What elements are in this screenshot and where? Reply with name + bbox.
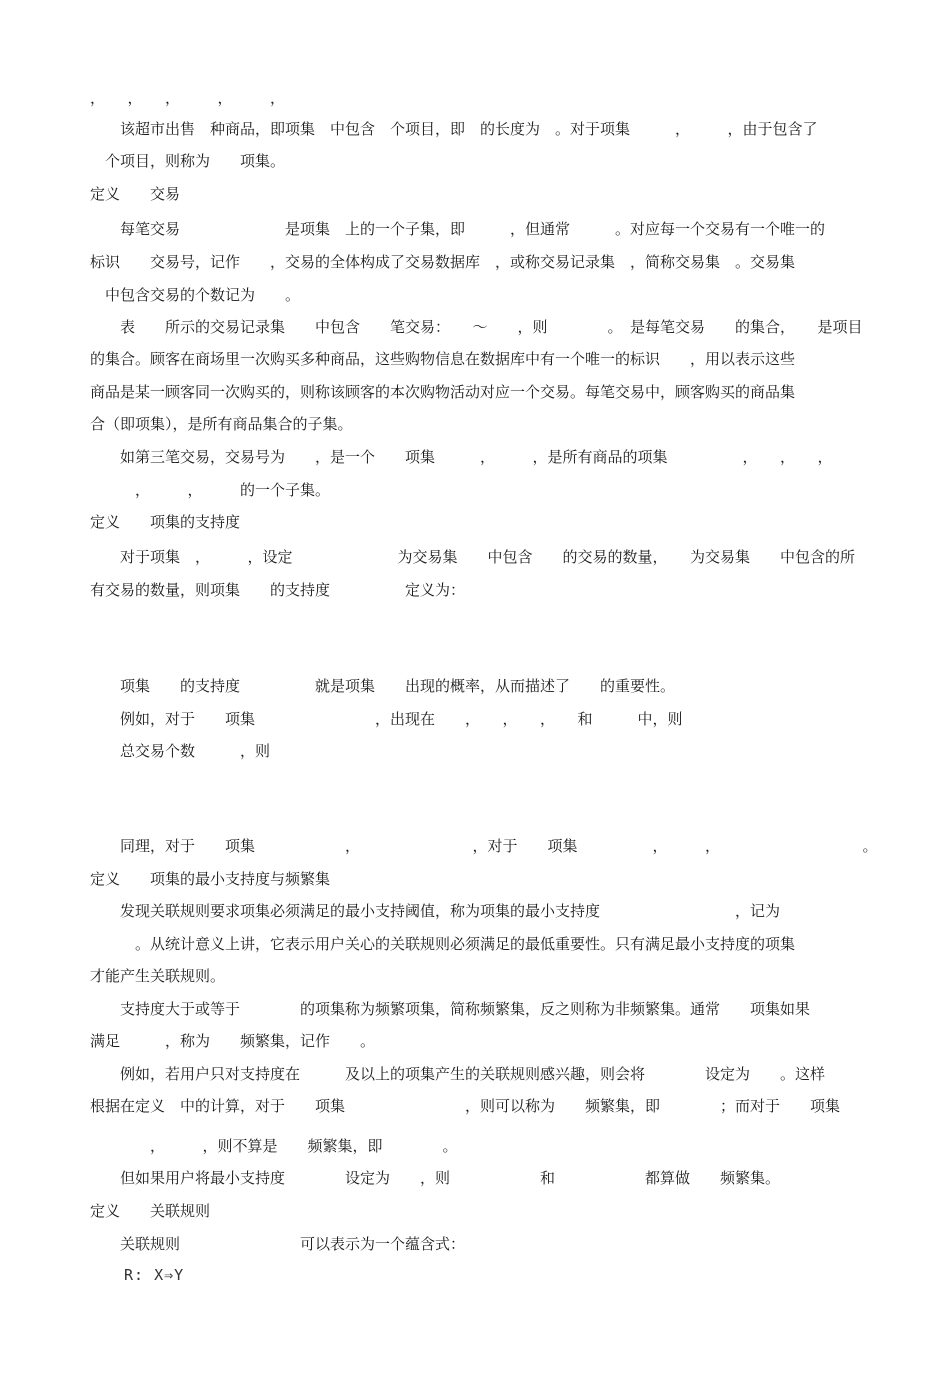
paragraph-line: 个项目，则称为 项集。 [90, 152, 286, 170]
paragraph-line: 表 所示的交易记录集 中包含 笔交易： ～ ，则 。 是每笔交易 的集合， 是项目 [90, 318, 863, 336]
paragraph-line: 关联规则 可以表示为一个蕴含式： [90, 1235, 466, 1253]
paragraph-line: 有交易的数量，则项集 的支持度 定义为： [90, 581, 466, 599]
paragraph-line: 该超市出售 种商品，即项集 中包含 个项目，即 的长度为 。对于项集 ， ，由于包含了 [90, 120, 818, 138]
paragraph-line: 的集合。顾客在商场里一次购买多种商品，这些购物信息在数据库中有一个唯一的标识 ，用以表示这些 [90, 350, 796, 368]
paragraph-line: 每笔交易 是项集 上的一个子集，即 ，但通常 。对应每一个交易有一个唯一的 [90, 220, 826, 238]
definition-heading: 定义 项集的最小支持度与频繁集 [90, 870, 331, 888]
paragraph-line: 项集 的支持度 就是项集 出现的概率，从而描述了 的重要性。 [90, 677, 676, 695]
definition-heading: 定义 交易 [90, 185, 181, 203]
paragraph-line: 合（即项集），是所有商品集合的子集。 [90, 415, 353, 433]
itemset-list-line: ， ， ， ， ， [90, 89, 286, 107]
paragraph-line: 商品是某一顾客同一次购买的，则称该顾客的本次购物活动对应一个交易。每笔交易中，顾客购买的商品集 [90, 383, 796, 401]
paragraph-line: 支持度大于或等于 的项集称为频繁项集，简称频繁集，反之则称为非频繁集。通常 项集如果 [90, 1000, 811, 1018]
paragraph-line: 中包含交易的个数记为 。 [90, 286, 301, 304]
definition-heading: 定义 关联规则 [90, 1202, 211, 1220]
paragraph-line: 例如，对于 项集 ，出现在 ， ， ， 和 中，则 [90, 710, 683, 728]
paragraph-line: 根据在定义 中的计算，对于 项集 ，则可以称为 频繁集，即 ；而对于 项集 [90, 1097, 841, 1115]
definition-heading: 定义 项集的支持度 [90, 513, 241, 531]
paragraph-line: 但如果用户将最小支持度 设定为 ，则 和 都算做 频繁集。 [90, 1169, 781, 1187]
paragraph-line: ， ， 的一个子集。 [90, 481, 331, 499]
paragraph-line: ， ，则不算是 频繁集，即 。 [90, 1137, 458, 1155]
paragraph-line: 才能产生关联规则。 [90, 967, 226, 985]
paragraph-line: 满足 ，称为 频繁集，记作 。 [90, 1032, 376, 1050]
paragraph-line: 总交易个数 ，则 [90, 742, 271, 760]
paragraph-line: 对于项集 ， ，设定 为交易集 中包含 的交易的数量， 为交易集 中包含的所 [90, 548, 856, 566]
paragraph-line: 。从统计意义上讲，它表示用户关心的关联规则必须满足的最低重要性。只有满足最小支持度的项集 [90, 935, 796, 953]
paragraph-line: 发现关联规则要求项集必须满足的最小支持阈值，称为项集的最小支持度 ，记为 [90, 902, 781, 920]
paragraph-line: 标识 交易号，记作 ，交易的全体构成了交易数据库 ，或称交易记录集 ，简称交易集 。交易集 [90, 253, 796, 271]
paragraph-line: 如第三笔交易，交易号为 ，是一个 项集 ， ，是所有商品的项集 ， ， ， [90, 448, 833, 466]
paragraph-line: 例如，若用户只对支持度在 及以上的项集产生的关联规则感兴趣，则会将 设定为 。这样 [90, 1065, 826, 1083]
association-rule-formula: R: X⇒Y [124, 1266, 185, 1284]
paragraph-line: 同理，对于 项集 ， ，对于 项集 ， ， 。 [90, 837, 878, 855]
